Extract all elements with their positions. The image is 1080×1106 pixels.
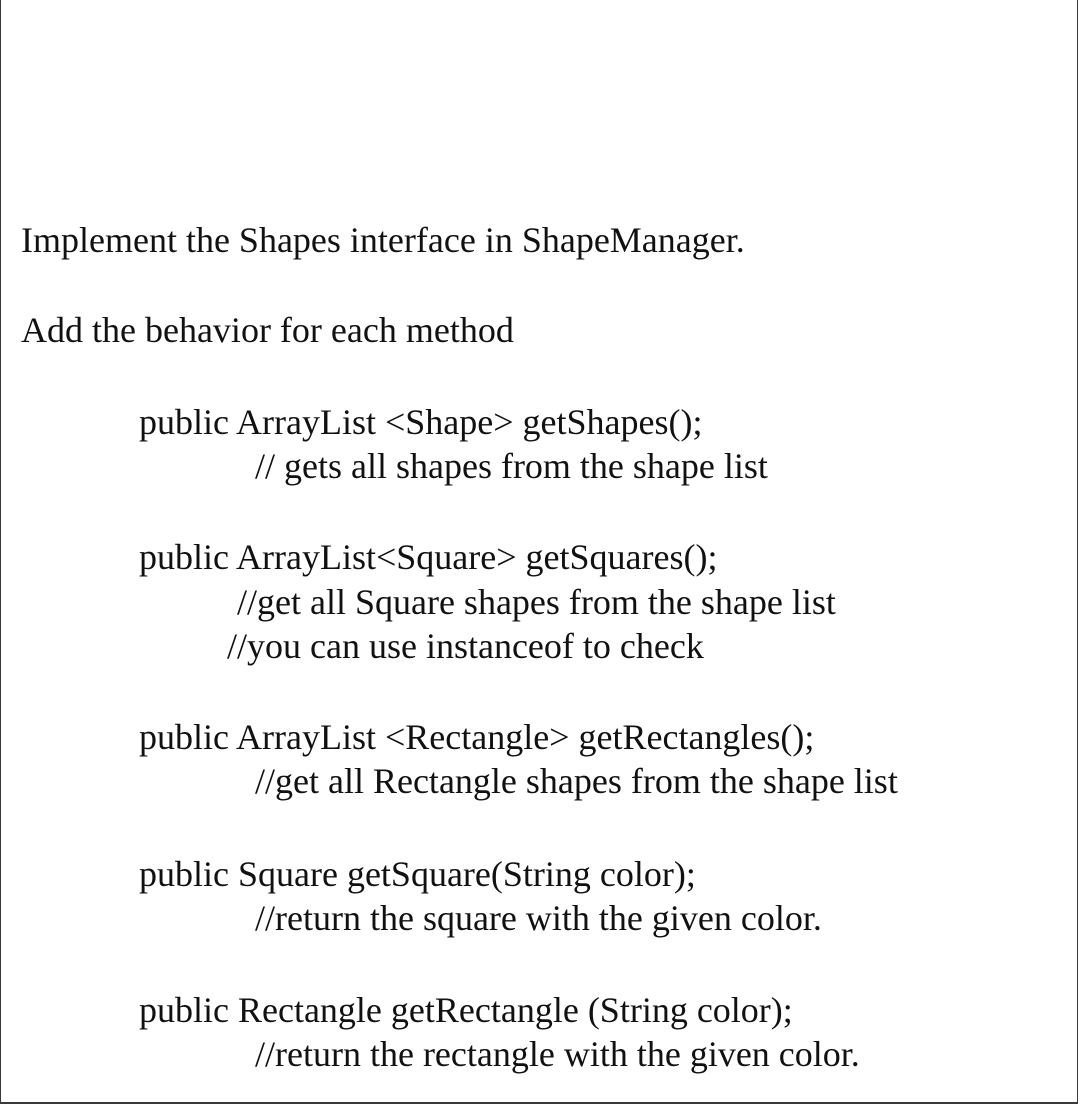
instruction-text: Add the behavior for each method	[21, 310, 514, 350]
intro-text: Implement the Shapes interface in ShapeManager.	[21, 220, 745, 260]
method-comment-get-square: //return the square with the given color.	[255, 898, 822, 938]
method-signature-get-shapes: public ArrayList <Shape> getShapes();	[139, 402, 703, 442]
method-comment-get-rectangle: //return the rectangle with the given color.	[255, 1034, 860, 1074]
method-comment-get-rectangles: //get all Rectangle shapes from the shape list	[255, 761, 898, 801]
method-signature-get-rectangles: public ArrayList <Rectangle> getRectangles();	[139, 717, 815, 757]
method-signature-get-rectangle: public Rectangle getRectangle (String color);	[139, 990, 793, 1030]
method-comment-get-squares: //get all Square shapes from the shape list	[237, 582, 836, 622]
method-signature-get-squares: public ArrayList<Square> getSquares();	[139, 537, 718, 577]
method-comment-get-shapes: // gets all shapes from the shape list	[255, 446, 768, 486]
method-comment-get-squares-hint: //you can use instanceof to check	[227, 626, 704, 666]
method-signature-get-square: public Square getSquare(String color);	[139, 854, 696, 894]
